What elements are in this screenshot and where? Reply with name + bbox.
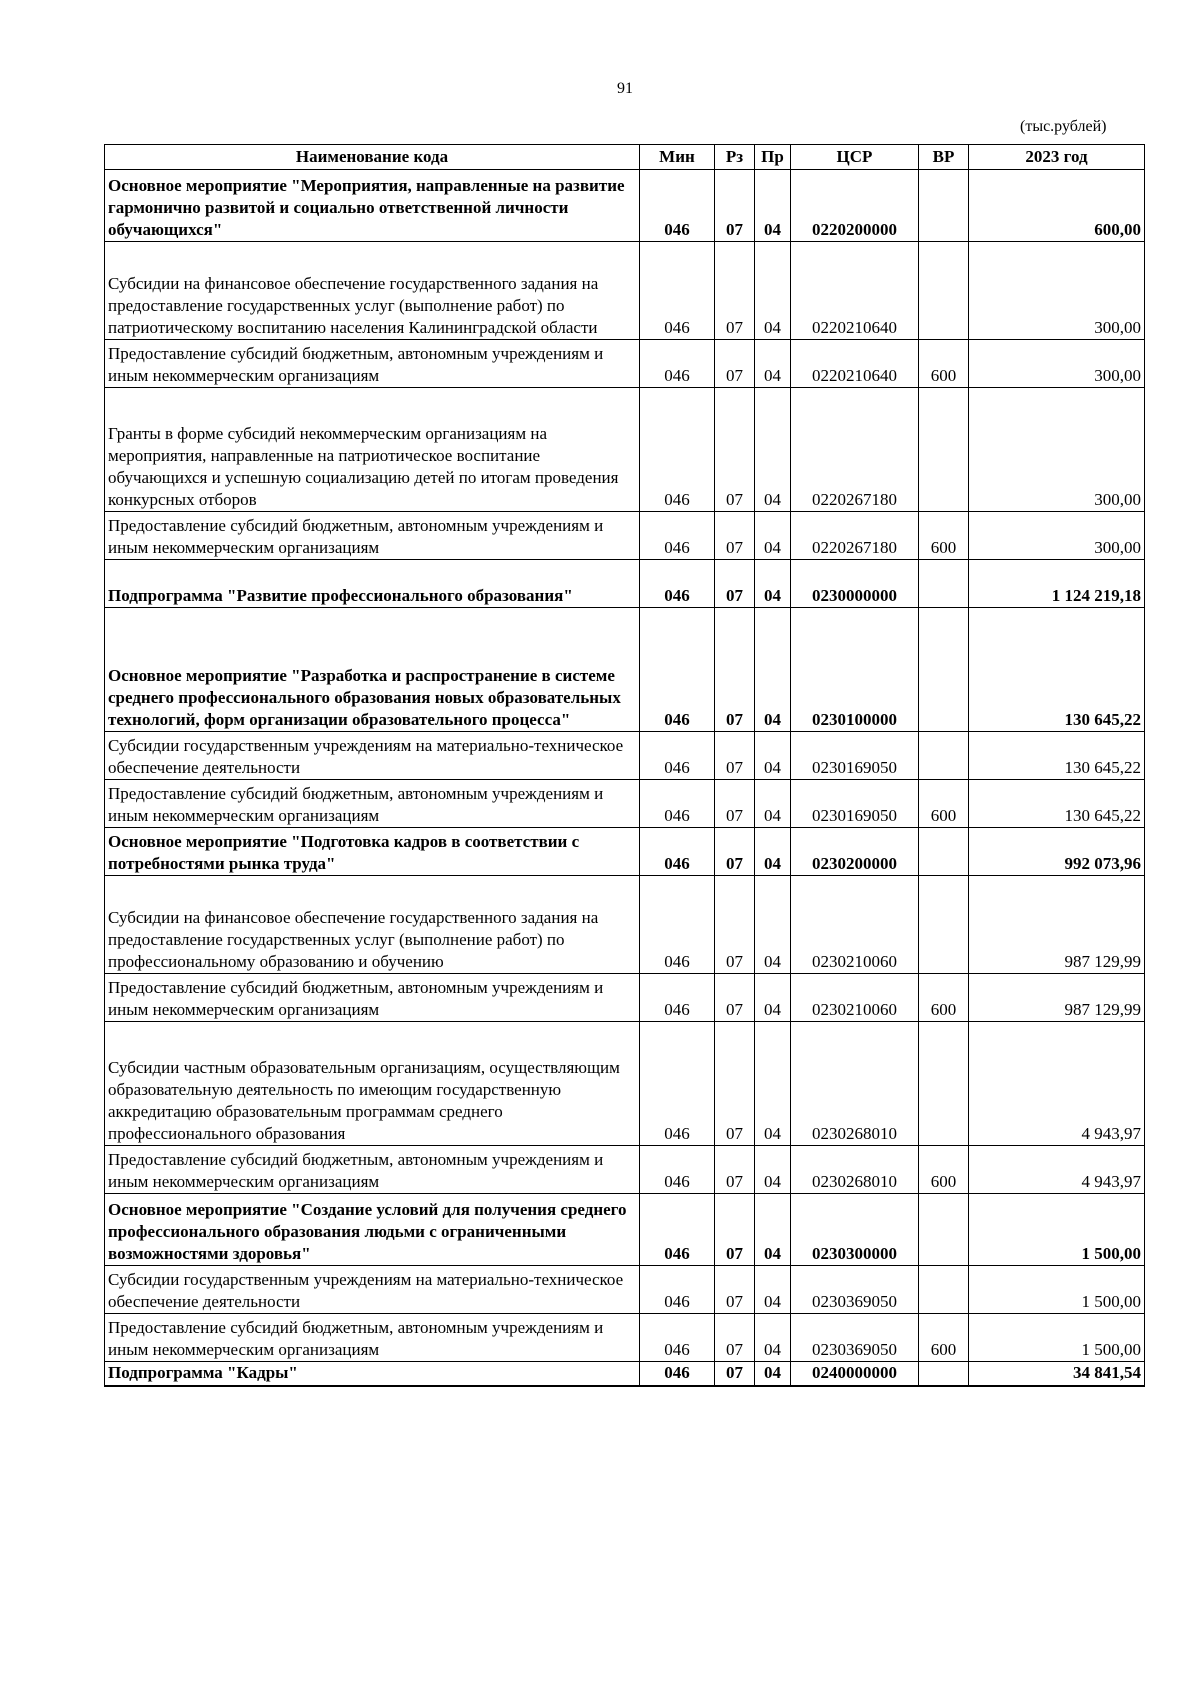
row-vr: 600 — [919, 512, 969, 560]
row-vr — [919, 1022, 969, 1146]
table-row — [105, 828, 1145, 876]
row-pr: 04 — [755, 974, 791, 1022]
row-rz: 07 — [715, 732, 755, 780]
row-amount: 987 129,99 — [969, 876, 1145, 974]
row-rz: 07 — [715, 170, 755, 242]
row-csr: 0220210640 — [791, 340, 919, 388]
row-name: Субсидии на финансовое обеспечение государственного задания на предоставление государственных услуг (выполнение работ) по профессиональному образованию и обучению — [105, 876, 640, 974]
row-min: 046 — [640, 1194, 715, 1266]
row-name: Основное мероприятие "Создание условий для получения среднего профессионального образования людьми с ограниченными возможностями здоровья" — [105, 1194, 640, 1266]
row-min: 046 — [640, 1314, 715, 1362]
row-min: 046 — [640, 170, 715, 242]
row-min: 046 — [640, 242, 715, 340]
header-vr: ВР — [919, 145, 969, 170]
budget-table — [104, 144, 1145, 1387]
row-amount: 300,00 — [969, 340, 1145, 388]
row-pr: 04 — [755, 876, 791, 974]
row-csr: 0220210640 — [791, 242, 919, 340]
table-body — [105, 170, 1145, 1386]
row-amount: 300,00 — [969, 388, 1145, 512]
row-pr: 04 — [755, 780, 791, 828]
row-vr: 600 — [919, 340, 969, 388]
row-name: Подпрограмма "Кадры" — [105, 1362, 640, 1386]
row-rz: 07 — [715, 1314, 755, 1362]
row-min: 046 — [640, 1266, 715, 1314]
units-label: (тыс.рублей) — [1020, 118, 1107, 135]
row-pr: 04 — [755, 512, 791, 560]
row-csr: 0230200000 — [791, 828, 919, 876]
row-amount: 34 841,54 — [969, 1362, 1145, 1386]
row-rz: 07 — [715, 340, 755, 388]
row-csr: 0230210060 — [791, 876, 919, 974]
row-rz: 07 — [715, 876, 755, 974]
row-min: 046 — [640, 876, 715, 974]
table-row — [105, 732, 1145, 780]
row-rz: 07 — [715, 1266, 755, 1314]
row-name: Предоставление субсидий бюджетным, автономным учреждениям и иным некоммерческим организациям — [105, 512, 640, 560]
row-min: 046 — [640, 828, 715, 876]
row-rz: 07 — [715, 974, 755, 1022]
row-rz: 07 — [715, 560, 755, 608]
row-pr: 04 — [755, 388, 791, 512]
row-rz: 07 — [715, 828, 755, 876]
row-amount: 1 500,00 — [969, 1266, 1145, 1314]
row-vr — [919, 608, 969, 732]
table-row — [105, 340, 1145, 388]
row-pr: 04 — [755, 340, 791, 388]
table-header-row — [105, 145, 1145, 170]
table-row — [105, 780, 1145, 828]
row-vr — [919, 170, 969, 242]
table-row — [105, 512, 1145, 560]
header-csr: ЦСР — [791, 145, 919, 170]
row-amount: 300,00 — [969, 242, 1145, 340]
row-amount: 300,00 — [969, 512, 1145, 560]
table-row — [105, 560, 1145, 608]
row-name: Субсидии на финансовое обеспечение государственного задания на предоставление государственных услуг (выполнение работ) по патриотическому воспитанию населения Калининградской области — [105, 242, 640, 340]
row-amount: 4 943,97 — [969, 1022, 1145, 1146]
row-name: Предоставление субсидий бюджетным, автономным учреждениям и иным некоммерческим организациям — [105, 780, 640, 828]
row-pr: 04 — [755, 170, 791, 242]
table-row — [105, 974, 1145, 1022]
row-min: 046 — [640, 732, 715, 780]
table-row — [105, 242, 1145, 340]
row-name: Гранты в форме субсидий некоммерческим организациям на мероприятия, направленные на патриотическое воспитание обучающихся и успешную социализацию детей по итогам проведения конкурсных отборов — [105, 388, 640, 512]
row-amount: 130 645,22 — [969, 732, 1145, 780]
row-amount: 4 943,97 — [969, 1146, 1145, 1194]
row-pr: 04 — [755, 828, 791, 876]
row-csr: 0230210060 — [791, 974, 919, 1022]
row-pr: 04 — [755, 1194, 791, 1266]
table-row — [105, 1266, 1145, 1314]
row-pr: 04 — [755, 1362, 791, 1386]
row-csr: 0240000000 — [791, 1362, 919, 1386]
row-name: Предоставление субсидий бюджетным, автономным учреждениям и иным некоммерческим организациям — [105, 340, 640, 388]
row-csr: 0220267180 — [791, 512, 919, 560]
row-rz: 07 — [715, 608, 755, 732]
row-vr — [919, 876, 969, 974]
table-row — [105, 1146, 1145, 1194]
row-csr: 0230300000 — [791, 1194, 919, 1266]
row-vr: 600 — [919, 1314, 969, 1362]
row-rz: 07 — [715, 512, 755, 560]
row-csr: 0230268010 — [791, 1146, 919, 1194]
row-vr — [919, 1362, 969, 1386]
row-vr — [919, 828, 969, 876]
row-rz: 07 — [715, 1022, 755, 1146]
row-csr: 0220267180 — [791, 388, 919, 512]
row-pr: 04 — [755, 1022, 791, 1146]
header-rz: Рз — [715, 145, 755, 170]
row-name: Подпрограмма "Развитие профессионального образования" — [105, 560, 640, 608]
table-row — [105, 608, 1145, 732]
row-rz: 07 — [715, 242, 755, 340]
row-csr: 0230169050 — [791, 732, 919, 780]
table-row — [105, 1022, 1145, 1146]
header-name: Наименование кода — [105, 145, 640, 170]
header-pr: Пр — [755, 145, 791, 170]
row-vr — [919, 1266, 969, 1314]
row-csr: 0230100000 — [791, 608, 919, 732]
table-row — [105, 1194, 1145, 1266]
row-vr — [919, 1194, 969, 1266]
row-csr: 0230000000 — [791, 560, 919, 608]
row-rz: 07 — [715, 1146, 755, 1194]
row-vr — [919, 242, 969, 340]
row-pr: 04 — [755, 560, 791, 608]
row-amount: 1 500,00 — [969, 1194, 1145, 1266]
row-amount: 1 124 219,18 — [969, 560, 1145, 608]
row-name: Предоставление субсидий бюджетным, автономным учреждениям и иным некоммерческим организациям — [105, 974, 640, 1022]
row-vr — [919, 560, 969, 608]
row-pr: 04 — [755, 1314, 791, 1362]
row-vr — [919, 388, 969, 512]
row-rz: 07 — [715, 388, 755, 512]
row-name: Предоставление субсидий бюджетным, автономным учреждениям и иным некоммерческим организациям — [105, 1314, 640, 1362]
row-pr: 04 — [755, 1266, 791, 1314]
row-pr: 04 — [755, 1146, 791, 1194]
page-number: 91 — [617, 80, 633, 97]
row-min: 046 — [640, 1022, 715, 1146]
row-name: Субсидии государственным учреждениям на материально-техническое обеспечение деятельности — [105, 732, 640, 780]
row-csr: 0230369050 — [791, 1314, 919, 1362]
row-csr: 0220200000 — [791, 170, 919, 242]
row-min: 046 — [640, 974, 715, 1022]
row-csr: 0230369050 — [791, 1266, 919, 1314]
row-rz: 07 — [715, 1362, 755, 1386]
row-name: Субсидии государственным учреждениям на материально-техническое обеспечение деятельности — [105, 1266, 640, 1314]
row-amount: 600,00 — [969, 170, 1145, 242]
table-row — [105, 388, 1145, 512]
row-amount: 130 645,22 — [969, 780, 1145, 828]
table-row — [105, 170, 1145, 242]
row-pr: 04 — [755, 242, 791, 340]
row-min: 046 — [640, 512, 715, 560]
row-name: Основное мероприятие "Мероприятия, направленные на развитие гармонично развитой и социально ответственной личности обучающихся" — [105, 170, 640, 242]
row-csr: 0230169050 — [791, 780, 919, 828]
row-vr: 600 — [919, 1146, 969, 1194]
row-name: Основное мероприятие "Подготовка кадров в соответствии с потребностями рынка труда" — [105, 828, 640, 876]
row-csr: 0230268010 — [791, 1022, 919, 1146]
row-name: Предоставление субсидий бюджетным, автономным учреждениям и иным некоммерческим организациям — [105, 1146, 640, 1194]
row-pr: 04 — [755, 608, 791, 732]
row-min: 046 — [640, 1362, 715, 1386]
row-min: 046 — [640, 388, 715, 512]
table-row — [105, 876, 1145, 974]
row-min: 046 — [640, 608, 715, 732]
row-name: Субсидии частным образовательным организациям, осуществляющим образовательную деятельность по имеющим государственную аккредитацию образовательным программам среднего профессионального образования — [105, 1022, 640, 1146]
table-row — [105, 1362, 1145, 1386]
row-rz: 07 — [715, 780, 755, 828]
row-min: 046 — [640, 1146, 715, 1194]
row-min: 046 — [640, 560, 715, 608]
row-name: Основное мероприятие "Разработка и распространение в системе среднего профессионального образования новых образовательных технологий, форм организации образовательного процесса" — [105, 608, 640, 732]
row-rz: 07 — [715, 1194, 755, 1266]
table-row — [105, 1314, 1145, 1362]
row-amount: 987 129,99 — [969, 974, 1145, 1022]
row-vr: 600 — [919, 780, 969, 828]
header-year: 2023 год — [969, 145, 1145, 170]
row-vr — [919, 732, 969, 780]
row-vr: 600 — [919, 974, 969, 1022]
row-amount: 1 500,00 — [969, 1314, 1145, 1362]
row-pr: 04 — [755, 732, 791, 780]
row-min: 046 — [640, 340, 715, 388]
row-amount: 992 073,96 — [969, 828, 1145, 876]
row-amount: 130 645,22 — [969, 608, 1145, 732]
header-min: Мин — [640, 145, 715, 170]
row-min: 046 — [640, 780, 715, 828]
